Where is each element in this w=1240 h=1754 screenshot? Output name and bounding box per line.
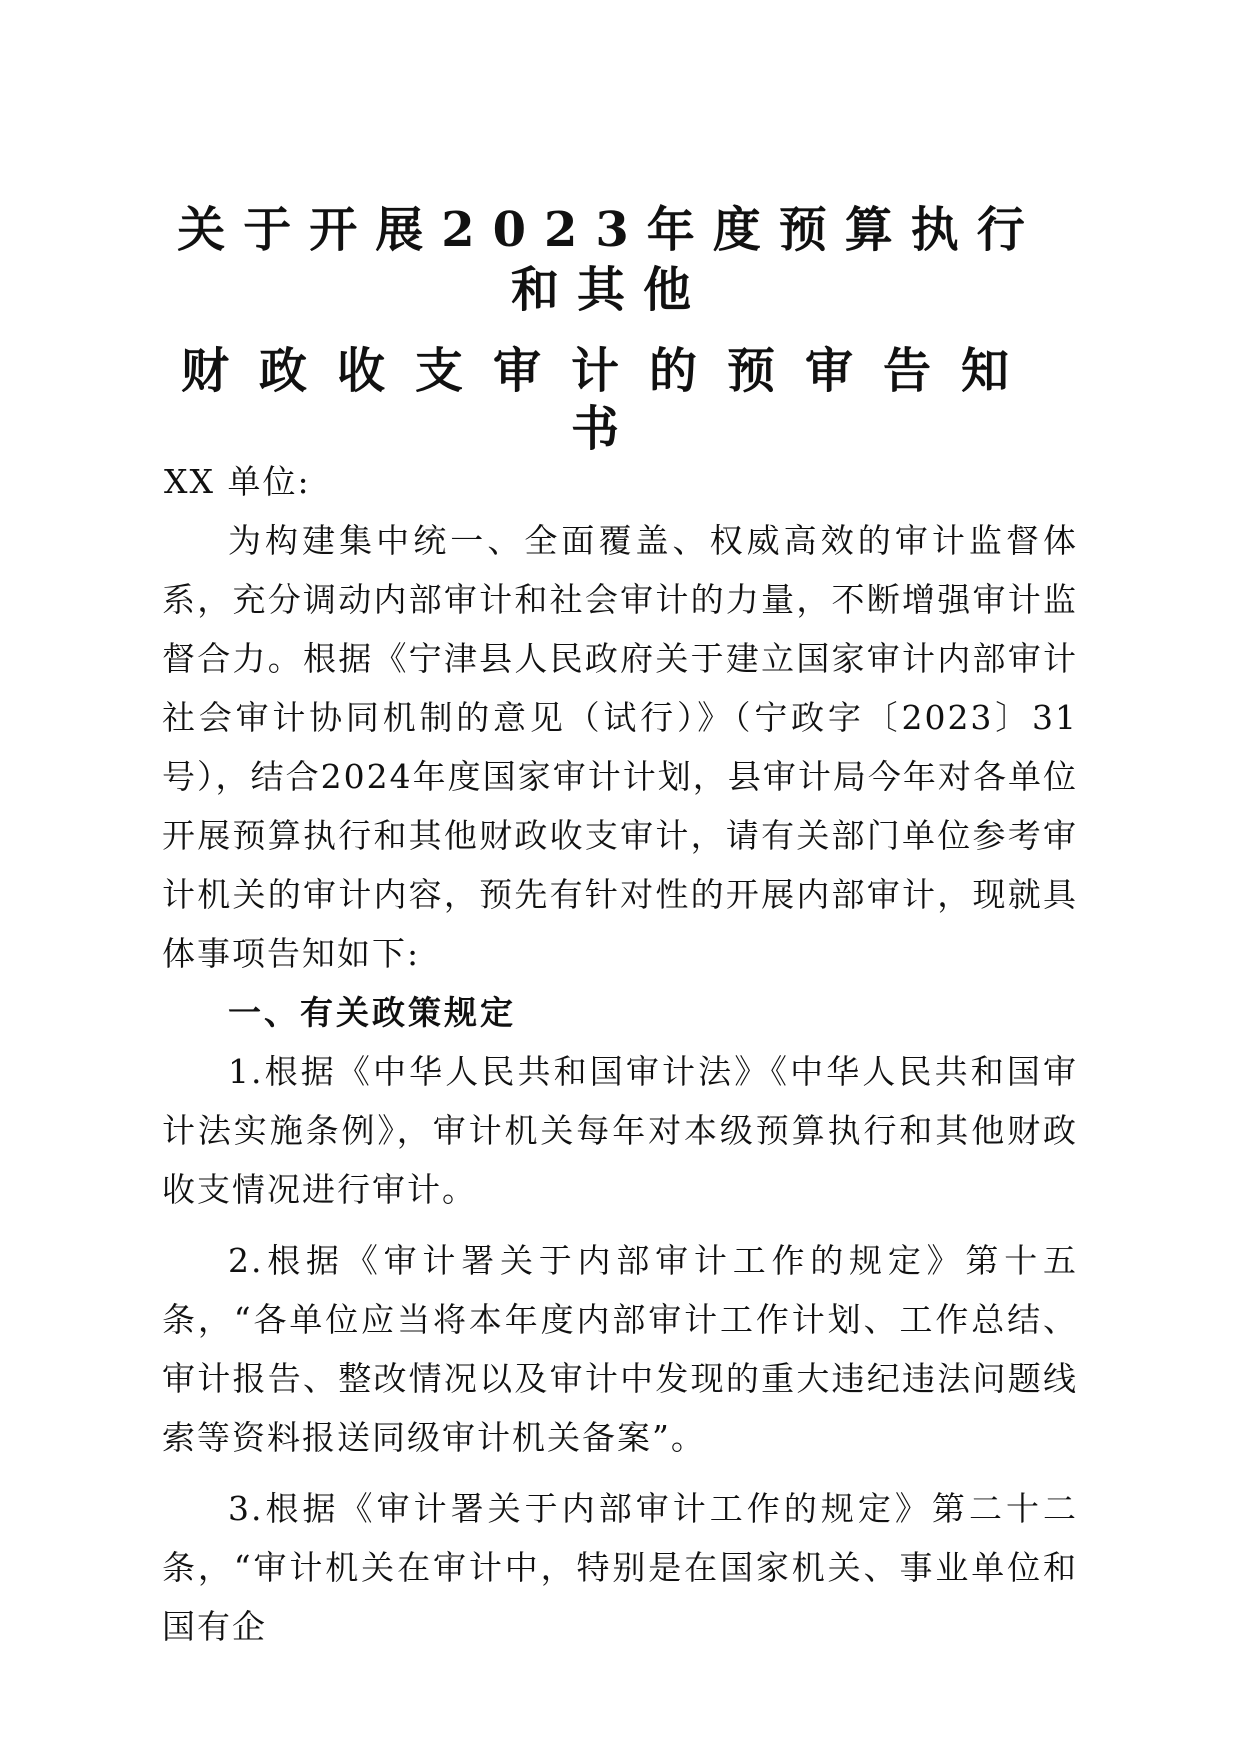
document-body xyxy=(162,452,1078,1656)
section-heading-policy: 一、有关政策规定 xyxy=(228,993,516,1032)
document-title xyxy=(150,200,1070,458)
policy-item-1: 1.根据《中华人民共和国审计法》《中华人民共和国审计法实施条例》，审计机关每年对本级预算执行和其他财政收支情况进行审计。 xyxy=(162,1052,1078,1209)
intro-paragraph: 为构建集中统一、全面覆盖、权威高效的审计监督体系，充分调动内部审计和社会审计的力量，不断增强审计监督合力。根据《宁津县人民政府关于建立国家审计内部审计社会审计协同机制的意见（试行）》（宁政字〔2023〕31号），结合2024年度国家审计计划，县审计局今年对各单位开展预算执行和其他财政收支审计，请有关部门单位参考审计机关的审计内容，预先有针对性的开展内部审计，现就具体事项告知如下: xyxy=(162,521,1078,973)
policy-item-3: 3.根据《审计署关于内部审计工作的规定》第二十二条，“审计机关在审计中，特别是在国家机关、事业单位和国有企 xyxy=(162,1489,1078,1646)
policy-item-2: 2.根据《审计署关于内部审计工作的规定》第十五条，“各单位应当将本年度内部审计工作计划、工作总结、审计报告、整改情况以及审计中发现的重大违纪违法问题线索等资料报送同级审计机关备案”。 xyxy=(162,1241,1078,1457)
title-line-1: 关于开展2023年度预算执行和其他 xyxy=(177,202,1043,318)
title-line-2: 财政收支审计的预审告知书 xyxy=(180,343,1039,457)
salutation: XX 单位: xyxy=(164,462,311,501)
